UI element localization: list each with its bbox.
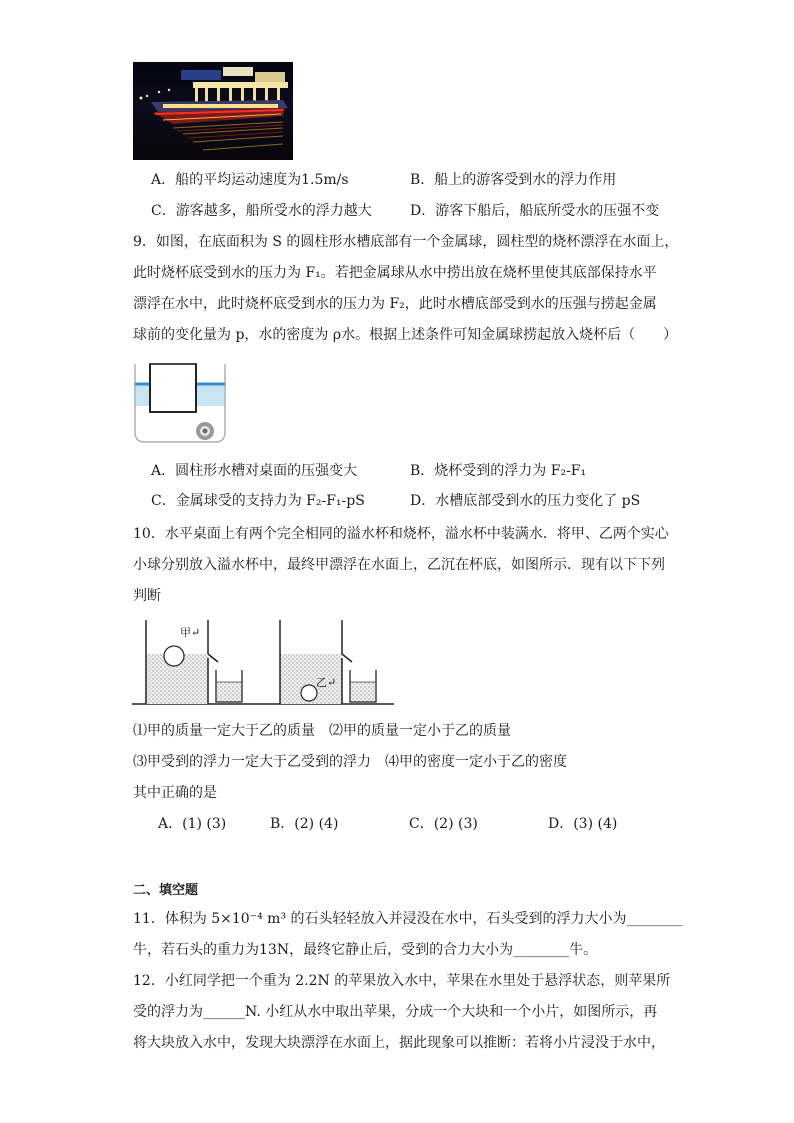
q10-label-jia: 甲↵ [180, 626, 201, 639]
boat-photo [133, 62, 293, 160]
q12-line-3: 将大块放入水中，发现大块漂浮在水面上，据此现象可以推断：若将小片浸没于水中， [133, 1035, 665, 1051]
q10-option-a: A．(1) (3) [158, 816, 227, 832]
q12-line-1: 12．小红同学把一个重为 2.2N 的苹果放入水中，苹果在水里处于悬浮状态，则苹果所 [133, 973, 671, 989]
q9-option-a: A．圆柱形水槽对桌面的压强变大 [151, 463, 358, 479]
q9-option-d: D．水槽底部受到水的压力变化了 pS [410, 493, 641, 509]
q10-prompt: 其中正确的是 [133, 785, 217, 801]
q9-line-2: 此时烧杯底受到水的压力为 F₁。若把金属球从水中捞出放在烧杯里使其底部保持水平 [133, 265, 657, 281]
q9-line-1: 9．如图，在底面积为 S 的圆柱形水槽底部有一个金属球，圆柱型的烧杯漂浮在水面上， [133, 234, 679, 250]
q12-line-2: 受的浮力为______N. 小红从水中取出苹果，分成一个大块和一个小片，如图所示，再 [133, 1004, 658, 1020]
q8-option-b: B．船上的游客受到水的浮力作用 [410, 172, 617, 188]
q11-line-2: 牛，若石头的重力为13N，最终它静止后，受到的合力大小为________牛。 [133, 942, 598, 958]
q10-label-yi: 乙↵ [316, 676, 337, 689]
q11-line-1: 11．体积为 5×10⁻⁴ m³ 的石头轻轻放入并浸没在水中，石头受到的浮力大小为________ [133, 911, 683, 927]
q10-overflow-cups-figure [132, 618, 394, 708]
section-title-fill-in: 二、填空题 [133, 883, 199, 898]
q9-option-b: B．烧杯受到的浮力为 F₂-F₁ [410, 463, 587, 479]
q10-line-2: 小球分别放入溢水杯中，最终甲漂浮在水面上，乙沉在杯底，如图所示．现有以下下列 [133, 557, 665, 573]
q8-option-d: D．游客下船后，船底所受水的压强不变 [410, 203, 660, 219]
q10-option-d: D．(3) (4) [548, 816, 618, 832]
q8-option-c: C．游客越多，船所受水的浮力越大 [151, 203, 372, 219]
q8-option-a: A．船的平均运动速度为1.5m/s [151, 172, 349, 188]
q9-line-3: 漂浮在水中，此时烧杯底受到水的压力为 F₂，此时水槽底部受到水的压强与捞起金属 [133, 296, 657, 312]
q9-tank-figure [132, 362, 228, 444]
q9-option-c: C．金属球受的支持力为 F₂-F₁-pS [151, 493, 365, 509]
q10-statement-row-1: ⑴甲的质量一定大于乙的质量 ⑵甲的质量一定小于乙的质量 [133, 723, 511, 739]
q10-line-3: 判断 [133, 588, 161, 604]
q10-statement-row-2: ⑶甲受到的浮力一定大于乙受到的浮力 ⑷甲的密度一定小于乙的密度 [133, 754, 567, 770]
q10-option-c: C．(2) (3) [409, 816, 478, 832]
q9-line-4: 球前的变化量为 p，水的密度为 ρ水。根据上述条件可知金属球捞起放入烧杯后（ ） [133, 327, 678, 343]
q10-line-1: 10．水平桌面上有两个完全相同的溢水杯和烧杯，溢水杯中装满水．将甲、乙两个实心 [133, 526, 669, 542]
q10-option-b: B．(2) (4) [270, 816, 339, 832]
